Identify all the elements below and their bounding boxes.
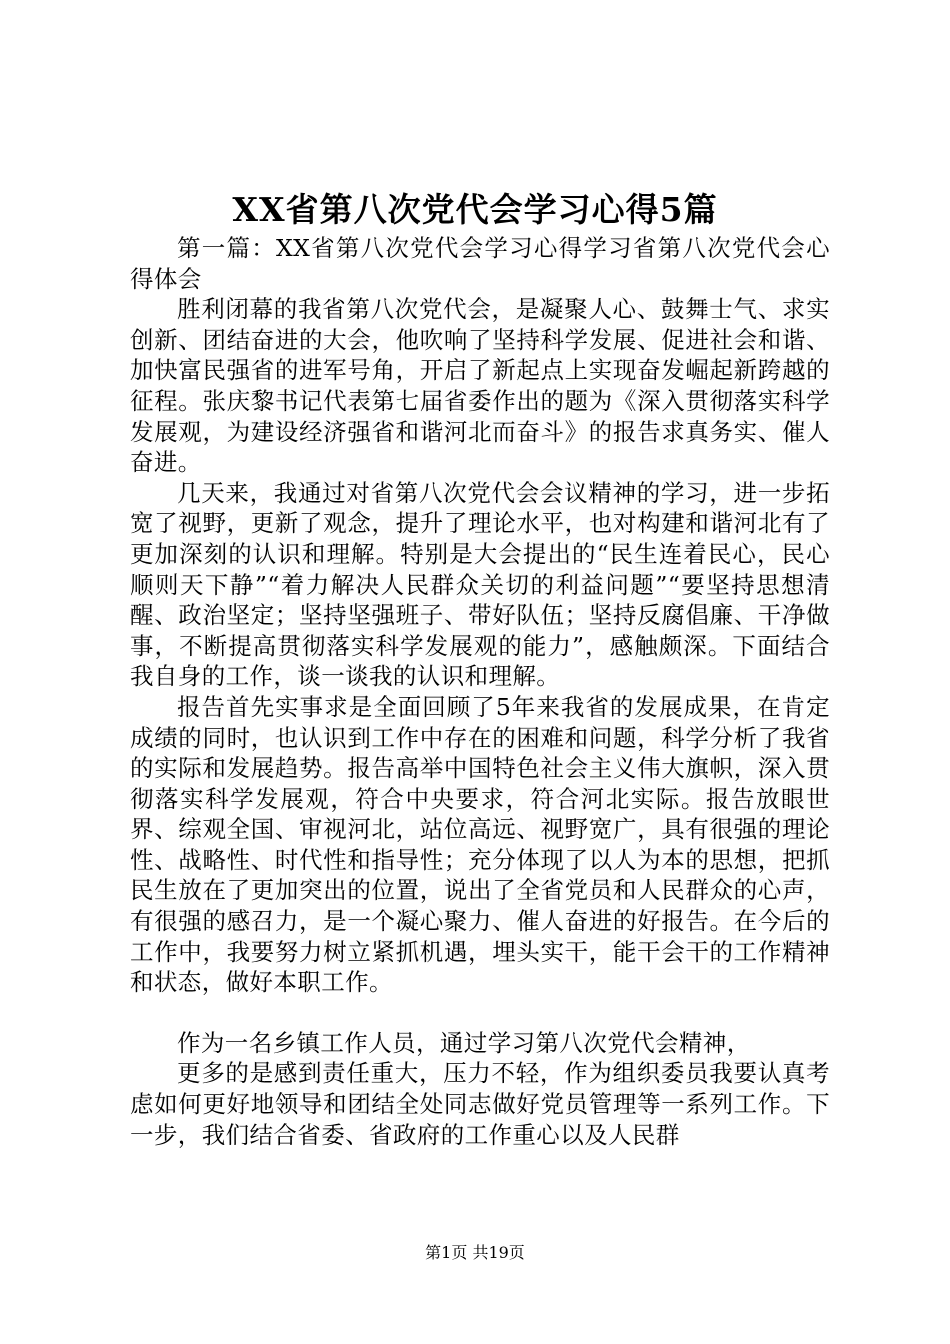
paragraph: 几天来，我通过对省第八次党代会会议精神的学习，进一步拓宽了视野，更新了观念，提升了理论水平，也对构建和谐河北有了更加深刻的认识和理解。特别是大会提出的“民生连着民心，民心顺则天下静”“着力解决人民群众关切的利益问题”“要坚持思想清醒、政治坚定；坚持坚强班子、带好队伍；坚持反腐倡廉、干净做事，不断提高贯彻落实科学发展观的能力”，感触颇深。下面结合我自身的工作，谈一谈我的认识和理解。 (130, 478, 830, 691)
paragraph: 作为一名乡镇工作人员，通过学习第八次党代会精神， (177, 1028, 751, 1057)
paragraph: 报告首先实事求是全面回顾了5年来我省的发展成果，在肯定成绩的同时，也认识到工作中存在的困难和问题，科学分析了我省的实际和发展趋势。报告高举中国特色社会主义伟大旗帜，深入贯彻落实科学发展观，符合中央要求，符合河北实际。报告放眼世界、综观全国、审视河北，站位高远、视野宽广，具有很强的理论性、战略性、时代性和指导性；充分体现了以人为本的思想，把抓民生放在了更加突出的位置，说出了全省党员和人民群众的心声，有很强的感召力，是一个凝心聚力、催人奋进的好报告。在今后的工作中，我要努力树立紧抓机遇，埋头实干，能干会干的工作精神和状态，做好本职工作。 (130, 692, 830, 997)
page-number-footer: 第1页 共19页 (425, 1243, 525, 1262)
paragraph: 更多的是感到责任重大，压力不轻，作为组织委员我要认真考虑如何更好地领导和团结全处同志做好党员管理等一系列工作。下一步，我们结合省委、省政府的工作重心以及人民群 (130, 1059, 830, 1149)
document-title: XX省第八次党代会学习心得5篇 (232, 190, 718, 229)
paragraph-heading: 第一篇：XX省第八次党代会学习心得学习省第八次党代会心得体会 (130, 234, 830, 293)
paragraph: 胜利闭幕的我省第八次党代会，是凝聚人心、鼓舞士气、求实创新、团结奋进的大会，他吹响了坚持科学发展、促进社会和谐、加快富民强省的进军号角，开启了新起点上实现奋发崛起新跨越的征程。张庆黎书记代表第七届省委作出的题为《深入贯彻落实科学发展观，为建设经济强省和谐河北而奋斗》的报告求真务实、催人奋进。 (130, 295, 830, 477)
document-body (130, 233, 830, 1150)
